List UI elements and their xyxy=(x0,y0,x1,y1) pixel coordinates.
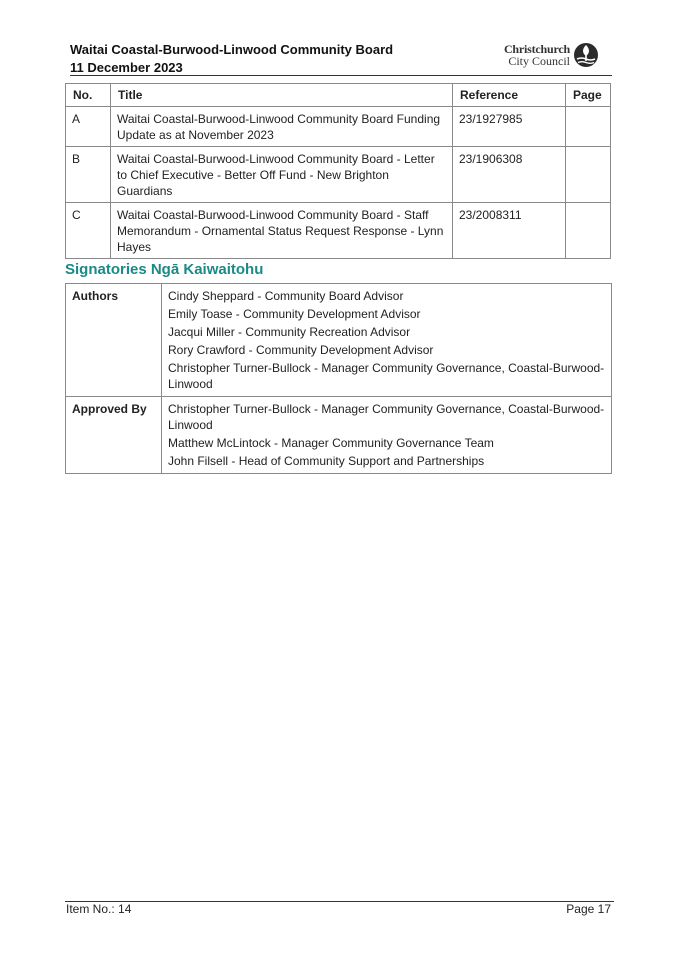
signatories-heading: Signatories Ngā Kaiwaitohu xyxy=(65,261,264,278)
table-row xyxy=(66,203,611,259)
attachment-no: A xyxy=(66,107,111,147)
header-divider xyxy=(70,75,612,76)
author-entry: Rory Crawford - Community Development Advisor xyxy=(168,343,434,357)
attachment-reference: 23/2008311 xyxy=(453,203,566,259)
author-entry: Emily Toase - Community Development Advisor xyxy=(168,307,421,321)
attachment-no: C xyxy=(66,203,111,259)
authors-label: Authors xyxy=(66,284,162,397)
approver-entry: John Filsell - Head of Community Support and Partnerships xyxy=(168,454,485,468)
attachment-reference: 23/1927985 xyxy=(453,107,566,147)
authors-list xyxy=(162,284,612,397)
attachments-table xyxy=(65,83,611,259)
table-header-row xyxy=(66,84,611,107)
author-entry: Christopher Turner-Bullock - Manager Community Governance, Coastal-Burwood-Linwood xyxy=(168,361,605,391)
approved-by-label: Approved By xyxy=(66,397,162,474)
approver-entry: Matthew McLintock - Manager Community Governance Team xyxy=(168,436,494,450)
column-header-page: Page xyxy=(566,84,611,107)
author-entry: Jacqui Miller - Community Recreation Advisor xyxy=(168,325,411,339)
attachment-title: Waitai Coastal-Burwood-Linwood Community Board - Staff Memorandum - Ornamental Status Request Response - Lynn Hayes xyxy=(111,203,453,259)
approver-entry: Christopher Turner-Bullock - Manager Community Governance, Coastal-Burwood-Linwood xyxy=(168,402,605,432)
approvers-list xyxy=(162,397,612,474)
item-number: Item No.: 14 xyxy=(66,902,132,916)
table-row xyxy=(66,107,611,147)
attachment-no: B xyxy=(66,147,111,203)
column-header-title: Title xyxy=(111,84,453,107)
logo-text-line1: Christchurch xyxy=(503,42,570,56)
table-row xyxy=(66,147,611,203)
attachment-page xyxy=(566,203,611,259)
attachment-title: Waitai Coastal-Burwood-Linwood Community Board Funding Update as at November 2023 xyxy=(111,107,453,147)
approved-row xyxy=(66,397,612,474)
author-entry: Cindy Sheppard - Community Board Advisor xyxy=(168,289,404,303)
page-number: Page 17 xyxy=(566,902,611,916)
column-header-reference: Reference xyxy=(453,84,566,107)
board-title: Waitai Coastal-Burwood-Linwood Community Board xyxy=(70,42,394,57)
meeting-date: 11 December 2023 xyxy=(70,60,183,75)
signatories-table xyxy=(65,283,612,474)
attachment-page xyxy=(566,107,611,147)
attachment-title: Waitai Coastal-Burwood-Linwood Community Board - Letter to Chief Executive - Better Off Fund - New Brighton Guardians xyxy=(111,147,453,203)
attachment-page xyxy=(566,147,611,203)
authors-row xyxy=(66,284,612,397)
footer-divider xyxy=(65,901,614,902)
logo-text-line2: City Council xyxy=(508,54,570,68)
column-header-no: No. xyxy=(66,84,111,107)
council-emblem-icon xyxy=(573,42,599,68)
council-logo xyxy=(504,42,599,68)
attachment-reference: 23/1906308 xyxy=(453,147,566,203)
